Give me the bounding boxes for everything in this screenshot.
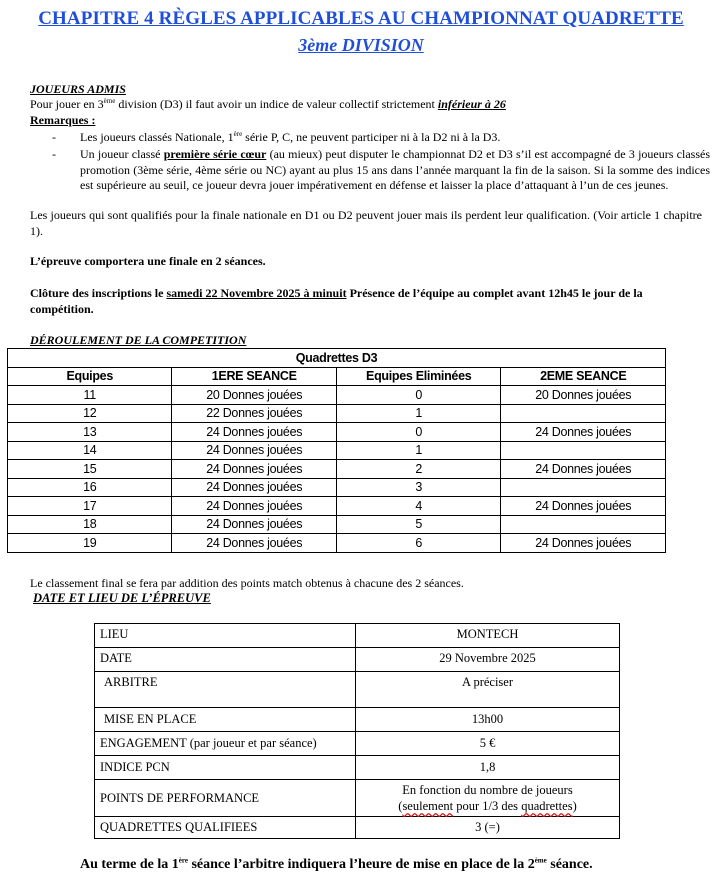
- col-header-eliminees: Equipes Eliminées: [336, 367, 501, 386]
- table-caption: Quadrettes D3: [8, 349, 666, 368]
- table-row: INDICE PCN 1,8: [95, 756, 620, 780]
- event-details-table: [94, 623, 620, 839]
- qualification-note: Les joueurs qui sont qualifiés pour la finale nationale en D1 ou D2 peuvent jouer mais ils perdent leur qualification. (Voir article 1 chapitre 1).: [30, 208, 702, 238]
- table-row: QUADRETTES QUALIFIEES 3 (=): [95, 817, 620, 839]
- date-lieu-heading: DATE ET LIEU DE L’ÉPREUVE: [33, 591, 211, 605]
- table-row: 11 20 Donnes jouées 0 20 Donnes jouées: [8, 386, 666, 405]
- table-row: 16 24 Donnes jouées 3: [8, 478, 666, 497]
- table-row: ARBITRE A préciser: [95, 672, 620, 708]
- cloture-text: Clôture des inscriptions le samedi 22 Novembre 2025 à minuit Présence de l’équipe au complet avant 12h45 le jour de la compétition.: [30, 286, 643, 316]
- joueurs-heading: JOUEURS ADMIS: [30, 82, 126, 96]
- table-row: 14 24 Donnes jouées 1: [8, 441, 666, 460]
- table-row: 17 24 Donnes jouées 4 24 Donnes jouées: [8, 497, 666, 516]
- finale-text: L’épreuve comportera une finale en 2 séances.: [30, 254, 266, 268]
- table-row: 12 22 Donnes jouées 1: [8, 404, 666, 423]
- table-row: 15 24 Donnes jouées 2 24 Donnes jouées: [8, 460, 666, 479]
- deroulement-heading: DÉROULEMENT DE LA COMPETITION: [30, 333, 247, 347]
- table-row: POINTS DE PERFORMANCE En fonction du nombre de joueurs (seulement pour 1/3 des quadrettes): [95, 780, 620, 817]
- table-row: 19 24 Donnes jouées 6 24 Donnes jouées: [8, 534, 666, 553]
- table-row: DATE 29 Novembre 2025: [95, 648, 620, 672]
- quadrettes-table: [7, 348, 666, 553]
- remarques-label: Remarques :: [30, 113, 96, 127]
- classement-text: Le classement final se fera par addition des points match obtenus à chacune des 2 séances.: [30, 576, 464, 590]
- footer-note: Au terme de la 1ère séance l’arbitre indiquera l’heure de mise en place de la 2ème séance.: [80, 856, 593, 872]
- indice-requirement: Pour jouer en 3ème division (D3) il faut avoir un indice de valeur collectif strictement inférieur à 26: [30, 97, 506, 111]
- table-row: 13 24 Donnes jouées 0 24 Donnes jouées: [8, 423, 666, 442]
- table-row: LIEU MONTECH: [95, 624, 620, 648]
- col-header-equipes: Equipes: [8, 367, 172, 386]
- table-row: MISE EN PLACE 13h00: [95, 708, 620, 732]
- chapter-title: CHAPITRE 4 RÈGLES APPLICABLES AU CHAMPIONNAT QUADRETTE: [38, 8, 684, 29]
- col-header-2eme-seance: 2EME SEANCE: [501, 367, 666, 386]
- division-title: 3ème DIVISION: [298, 35, 424, 55]
- table-row: ENGAGEMENT (par joueur et par séance) 5 €: [95, 732, 620, 756]
- col-header-1ere-seance: 1ERE SEANCE: [172, 367, 336, 386]
- table-row: 18 24 Donnes jouées 5: [8, 515, 666, 534]
